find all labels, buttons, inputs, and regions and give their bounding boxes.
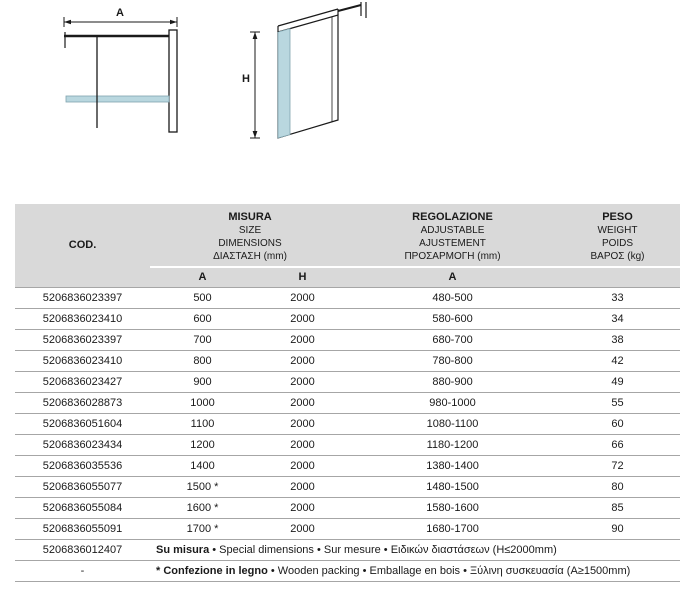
misura-sub-gr: ΔΙΑΣΤΑΣΗ (mm) [213, 251, 287, 262]
peso-sub-en: WEIGHT [597, 225, 638, 236]
cell-weight: 72 [555, 455, 680, 476]
table-row [15, 287, 680, 308]
cell-height: 2000 [255, 455, 350, 476]
col-header-regolazione [350, 204, 555, 267]
cell-weight: 80 [555, 476, 680, 497]
regolazione-sub-fr: AJUSTEMENT [419, 238, 486, 249]
cell-cod: 5206836055084 [15, 497, 150, 518]
cell-weight: 66 [555, 434, 680, 455]
col-header-misura [150, 204, 350, 267]
wooden-packing-row [15, 560, 680, 581]
peso-sub-gr: ΒΑΡΟΣ (kg) [590, 251, 645, 262]
custom-size-note [150, 539, 680, 560]
cell-height: 2000 [255, 392, 350, 413]
table-row [15, 455, 680, 476]
cell-cod: 5206836051604 [15, 413, 150, 434]
cell-cod: 5206836035536 [15, 455, 150, 476]
glass-panel-edge [278, 29, 290, 138]
col-header-peso [555, 204, 680, 267]
cell-adjust: 980-1000 [350, 392, 555, 413]
cell-cod: 5206836023410 [15, 350, 150, 371]
cell-adjust: 480-500 [350, 287, 555, 308]
cell-cod: - [15, 560, 150, 581]
table-row [15, 476, 680, 497]
table-header-row [15, 204, 680, 267]
note-bold: Su misura [156, 543, 210, 556]
table-row [15, 350, 680, 371]
glass-panel-plan [66, 96, 169, 102]
cell-cod: 5206836028873 [15, 392, 150, 413]
cell-height: 2000 [255, 287, 350, 308]
cell-adjust: 1180-1200 [350, 434, 555, 455]
cell-cod: 5206836023397 [15, 329, 150, 350]
cell-weight: 49 [555, 371, 680, 392]
regolazione-title: REGOLAZIONE [412, 211, 493, 223]
cell-cod: 5206836012407 [15, 539, 150, 560]
table-row [15, 413, 680, 434]
perspective-view-diagram [240, 2, 370, 155]
cell-adjust: 580-600 [350, 308, 555, 329]
cell-adjust: 880-900 [350, 371, 555, 392]
cell-weight: 60 [555, 413, 680, 434]
cell-width: 1200 [150, 434, 255, 455]
cell-weight: 38 [555, 329, 680, 350]
peso-title: PESO [602, 211, 633, 223]
spec-table [15, 204, 680, 582]
note-rest: • Wooden packing • Emballage en bois • Ξύλινη συσκευασία (A≥1500mm) [267, 564, 631, 577]
cell-height: 2000 [255, 413, 350, 434]
cell-cod: 5206836023427 [15, 371, 150, 392]
subheader-peso-spacer [555, 267, 680, 287]
cell-height: 2000 [255, 308, 350, 329]
cell-weight: 34 [555, 308, 680, 329]
table-row [15, 392, 680, 413]
cell-weight: 42 [555, 350, 680, 371]
cell-cod: 5206836055091 [15, 518, 150, 539]
cell-height: 2000 [255, 497, 350, 518]
peso-sub-fr: POIDS [601, 238, 634, 249]
cell-width: 800 [150, 350, 255, 371]
table-body [15, 287, 680, 539]
cell-adjust: 780-800 [350, 350, 555, 371]
custom-size-row [15, 539, 680, 560]
cell-adjust: 1680-1700 [350, 518, 555, 539]
misura-sub-en: SIZE [238, 225, 262, 236]
cell-height: 2000 [255, 329, 350, 350]
cell-height: 2000 [255, 518, 350, 539]
subheader-height-h: H [255, 267, 350, 287]
cell-cod: 5206836023410 [15, 308, 150, 329]
cell-adjust: 1380-1400 [350, 455, 555, 476]
cell-height: 2000 [255, 434, 350, 455]
regolazione-sub-gr: ΠΡΟΣΑΡΜΟΓΗ (mm) [404, 251, 501, 262]
table-row [15, 308, 680, 329]
cell-width: 700 [150, 329, 255, 350]
cell-weight: 55 [555, 392, 680, 413]
note-bold: * Confezione in legno [156, 564, 268, 577]
cell-cod: 5206836023397 [15, 287, 150, 308]
cell-width: 500 [150, 287, 255, 308]
cell-cod: 5206836023434 [15, 434, 150, 455]
cell-width: 1700 * [150, 518, 255, 539]
cell-height: 2000 [255, 371, 350, 392]
cell-weight: 33 [555, 287, 680, 308]
cell-width: 600 [150, 308, 255, 329]
regolazione-sub-en: ADJUSTABLE [420, 225, 485, 236]
cell-width: 1100 [150, 413, 255, 434]
misura-title: MISURA [228, 211, 272, 223]
table-row [15, 518, 680, 539]
cell-adjust: 1580-1600 [350, 497, 555, 518]
cell-weight: 85 [555, 497, 680, 518]
cell-adjust: 680-700 [350, 329, 555, 350]
col-header-cod: COD. [15, 204, 150, 287]
note-rest: • Special dimensions • Sur mesure • Ειδικών διαστάσεων (H≤2000mm) [209, 543, 557, 556]
cell-width: 1600 * [150, 497, 255, 518]
cell-height: 2000 [255, 350, 350, 371]
support-bar [338, 5, 361, 11]
cell-width: 1000 [150, 392, 255, 413]
width-dimension-label: A [116, 7, 124, 19]
table-row [15, 371, 680, 392]
cell-width: 900 [150, 371, 255, 392]
perspective-drawing [240, 2, 370, 150]
table-row [15, 497, 680, 518]
misura-sub-fr: DIMENSIONS [218, 238, 282, 249]
cell-adjust: 1080-1100 [350, 413, 555, 434]
subheader-width-a: A [150, 267, 255, 287]
cell-width: 1500 * [150, 476, 255, 497]
plan-view-diagram [58, 6, 183, 141]
cell-weight: 90 [555, 518, 680, 539]
cell-adjust: 1480-1500 [350, 476, 555, 497]
height-dimension-label: H [242, 73, 250, 85]
plan-view-drawing [58, 6, 183, 136]
table-row [15, 434, 680, 455]
cell-cod: 5206836055077 [15, 476, 150, 497]
subheader-adjust-a: A [350, 267, 555, 287]
table-row [15, 329, 680, 350]
cell-height: 2000 [255, 476, 350, 497]
cell-width: 1400 [150, 455, 255, 476]
wooden-packing-note [150, 560, 680, 581]
